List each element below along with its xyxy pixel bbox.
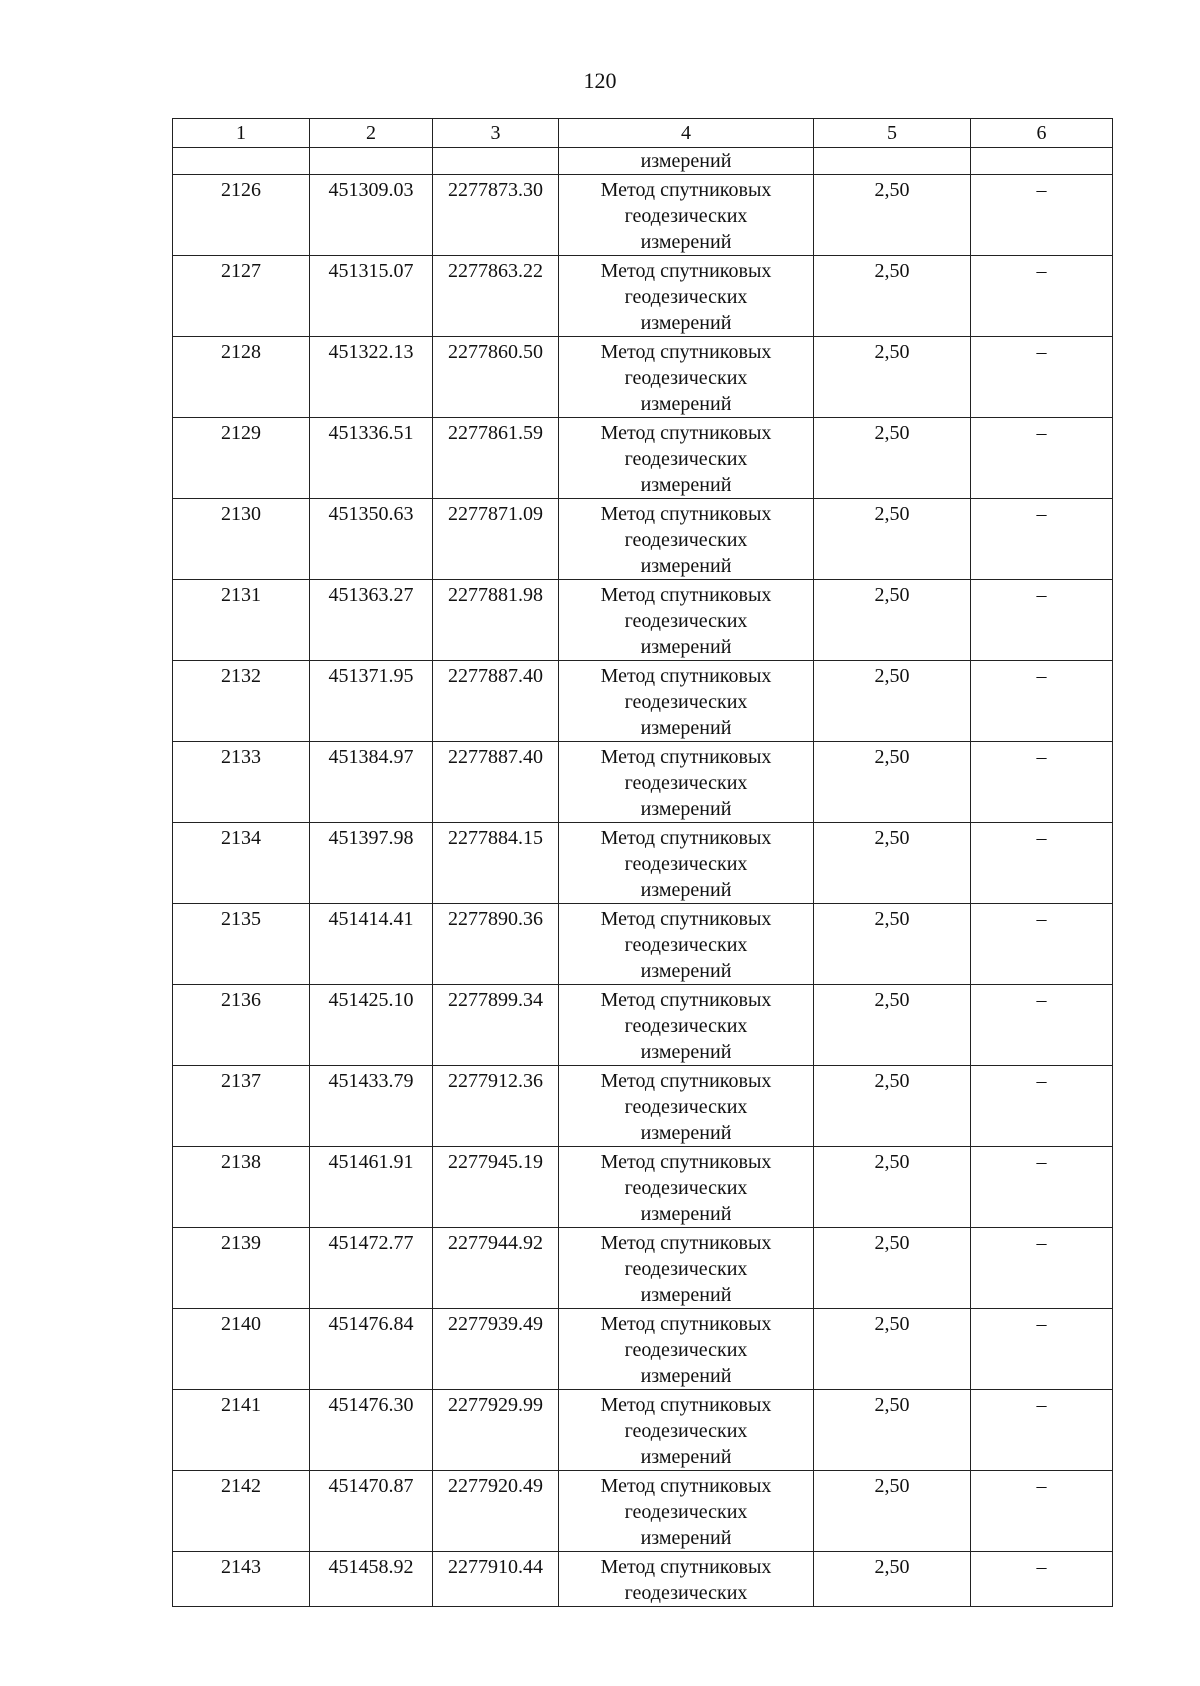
method-line: Метод спутниковых: [600, 1556, 772, 1578]
note-cell: –: [971, 580, 1113, 661]
method-cell: [559, 1066, 814, 1147]
method-line: геодезических: [624, 934, 748, 956]
method-cell: [559, 1228, 814, 1309]
x-coordinate-cell: 451476.30: [310, 1390, 433, 1471]
method-line: геодезических: [624, 367, 748, 389]
accuracy-cell: 2,50: [814, 904, 971, 985]
method-line: геодезических: [624, 1339, 748, 1361]
method-cell: [559, 742, 814, 823]
column-header: 6: [971, 119, 1113, 148]
method-line: измерений: [640, 393, 732, 415]
method-cell: [559, 985, 814, 1066]
y-coordinate-cell: 2277939.49: [433, 1309, 559, 1390]
point-number-cell: 2140: [173, 1309, 310, 1390]
method-cell: [559, 1552, 814, 1607]
method-line: измерений: [640, 231, 732, 253]
method-line: Метод спутниковых: [600, 584, 772, 606]
method-line: Метод спутниковых: [600, 341, 772, 363]
x-coordinate-cell: 451309.03: [310, 175, 433, 256]
table-row: [173, 1228, 1113, 1309]
column-header: 5: [814, 119, 971, 148]
accuracy-cell: 2,50: [814, 418, 971, 499]
method-line: Метод спутниковых: [600, 503, 772, 525]
method-line: геодезических: [624, 286, 748, 308]
empty-cell: [814, 148, 971, 175]
method-line: геодезических: [624, 853, 748, 875]
point-number-cell: 2134: [173, 823, 310, 904]
accuracy-cell: 2,50: [814, 1552, 971, 1607]
table-row: [173, 1390, 1113, 1471]
method-cell: [559, 1309, 814, 1390]
accuracy-cell: 2,50: [814, 580, 971, 661]
empty-cell: [971, 148, 1113, 175]
method-line: геодезических: [624, 1096, 748, 1118]
method-line: Метод спутниковых: [600, 827, 772, 849]
method-line: измерений: [640, 1284, 732, 1306]
x-coordinate-cell: 451476.84: [310, 1309, 433, 1390]
y-coordinate-cell: 2277945.19: [433, 1147, 559, 1228]
note-cell: –: [971, 1228, 1113, 1309]
note-cell: –: [971, 904, 1113, 985]
note-cell: –: [971, 823, 1113, 904]
method-line: Метод спутниковых: [600, 1232, 772, 1254]
method-line: Метод спутниковых: [600, 989, 772, 1011]
note-cell: –: [971, 337, 1113, 418]
note-cell: –: [971, 742, 1113, 823]
table-row: [173, 1066, 1113, 1147]
accuracy-cell: 2,50: [814, 1147, 971, 1228]
method-line: измерений: [640, 636, 732, 658]
note-cell: –: [971, 1390, 1113, 1471]
note-cell: –: [971, 1471, 1113, 1552]
y-coordinate-cell: 2277944.92: [433, 1228, 559, 1309]
method-line: геодезических: [624, 1420, 748, 1442]
method-cell: [559, 580, 814, 661]
accuracy-cell: 2,50: [814, 1066, 971, 1147]
column-header: 2: [310, 119, 433, 148]
method-line: Метод спутниковых: [600, 1070, 772, 1092]
x-coordinate-cell: 451315.07: [310, 256, 433, 337]
accuracy-cell: 2,50: [814, 256, 971, 337]
table-row: [173, 499, 1113, 580]
x-coordinate-cell: 451397.98: [310, 823, 433, 904]
accuracy-cell: 2,50: [814, 661, 971, 742]
accuracy-cell: 2,50: [814, 1390, 971, 1471]
method-line: измерений: [640, 474, 732, 496]
point-number-cell: 2129: [173, 418, 310, 499]
method-line: измерений: [640, 1527, 732, 1549]
empty-cell: [173, 148, 310, 175]
method-line: геодезических: [624, 205, 748, 227]
accuracy-cell: 2,50: [814, 1471, 971, 1552]
note-cell: –: [971, 661, 1113, 742]
point-number-cell: 2132: [173, 661, 310, 742]
method-line: измерений: [640, 312, 732, 334]
y-coordinate-cell: 2277887.40: [433, 661, 559, 742]
note-cell: –: [971, 418, 1113, 499]
point-number-cell: 2136: [173, 985, 310, 1066]
point-number-cell: 2135: [173, 904, 310, 985]
table-row: [173, 175, 1113, 256]
x-coordinate-cell: 451414.41: [310, 904, 433, 985]
x-coordinate-cell: 451472.77: [310, 1228, 433, 1309]
method-line: Метод спутниковых: [600, 260, 772, 282]
method-cell: [559, 256, 814, 337]
method-line: измерений: [640, 1122, 732, 1144]
method-line: измерений: [640, 1365, 732, 1387]
page-number: 120: [583, 68, 617, 93]
table-row: [173, 337, 1113, 418]
method-line: Метод спутниковых: [600, 179, 772, 201]
method-line: геодезических: [624, 1582, 748, 1604]
note-cell: –: [971, 1552, 1113, 1607]
table-row: [173, 742, 1113, 823]
table-row: [173, 418, 1113, 499]
x-coordinate-cell: 451371.95: [310, 661, 433, 742]
method-line: Метод спутниковых: [600, 1394, 772, 1416]
accuracy-cell: 2,50: [814, 1309, 971, 1390]
note-cell: –: [971, 1147, 1113, 1228]
note-cell: –: [971, 256, 1113, 337]
method-cell: [559, 418, 814, 499]
y-coordinate-cell: 2277860.50: [433, 337, 559, 418]
x-coordinate-cell: 451470.87: [310, 1471, 433, 1552]
x-coordinate-cell: 451363.27: [310, 580, 433, 661]
point-number-cell: 2133: [173, 742, 310, 823]
method-cell: измерений: [559, 148, 814, 175]
point-number-cell: 2138: [173, 1147, 310, 1228]
note-cell: –: [971, 1066, 1113, 1147]
table-row: [173, 256, 1113, 337]
point-number-cell: 2142: [173, 1471, 310, 1552]
y-coordinate-cell: 2277873.30: [433, 175, 559, 256]
accuracy-cell: 2,50: [814, 337, 971, 418]
column-header: 3: [433, 119, 559, 148]
accuracy-cell: 2,50: [814, 742, 971, 823]
method-line: геодезических: [624, 691, 748, 713]
accuracy-cell: 2,50: [814, 823, 971, 904]
method-line: измерений: [640, 798, 732, 820]
x-coordinate-cell: 451322.13: [310, 337, 433, 418]
x-coordinate-cell: 451384.97: [310, 742, 433, 823]
coordinates-table: [172, 118, 1113, 1607]
method-line: геодезических: [624, 1258, 748, 1280]
point-number-cell: 2128: [173, 337, 310, 418]
y-coordinate-cell: 2277861.59: [433, 418, 559, 499]
method-line: измерений: [640, 1041, 732, 1063]
point-number-cell: 2127: [173, 256, 310, 337]
method-line: измерений: [640, 960, 732, 982]
method-line: геодезических: [624, 529, 748, 551]
table-body: [173, 119, 1113, 1607]
method-line: измерений: [640, 555, 732, 577]
note-cell: –: [971, 1309, 1113, 1390]
x-coordinate-cell: 451458.92: [310, 1552, 433, 1607]
table-row: [173, 1552, 1113, 1607]
method-cell: [559, 337, 814, 418]
column-header: 1: [173, 119, 310, 148]
method-line: измерений: [640, 717, 732, 739]
y-coordinate-cell: 2277920.49: [433, 1471, 559, 1552]
accuracy-cell: 2,50: [814, 985, 971, 1066]
method-line: Метод спутниковых: [600, 746, 772, 768]
x-coordinate-cell: 451336.51: [310, 418, 433, 499]
method-line: Метод спутниковых: [600, 1475, 772, 1497]
method-line: геодезических: [624, 610, 748, 632]
method-line: геодезических: [624, 1501, 748, 1523]
table-row: [173, 985, 1113, 1066]
point-number-cell: 2131: [173, 580, 310, 661]
method-line: геодезических: [624, 772, 748, 794]
table-row: [173, 823, 1113, 904]
method-cell: [559, 1147, 814, 1228]
continuation-row: [173, 148, 1113, 175]
method-line: Метод спутниковых: [600, 422, 772, 444]
method-line: геодезических: [624, 1177, 748, 1199]
note-cell: –: [971, 499, 1113, 580]
method-line: измерений: [640, 879, 732, 901]
y-coordinate-cell: 2277871.09: [433, 499, 559, 580]
method-line: Метод спутниковых: [600, 665, 772, 687]
method-cell: [559, 1390, 814, 1471]
point-number-cell: 2143: [173, 1552, 310, 1607]
empty-cell: [433, 148, 559, 175]
method-line: Метод спутниковых: [600, 908, 772, 930]
accuracy-cell: 2,50: [814, 1228, 971, 1309]
table-row: [173, 1309, 1113, 1390]
accuracy-cell: 2,50: [814, 175, 971, 256]
method-line: геодезических: [624, 448, 748, 470]
y-coordinate-cell: 2277929.99: [433, 1390, 559, 1471]
method-line: Метод спутниковых: [600, 1151, 772, 1173]
y-coordinate-cell: 2277881.98: [433, 580, 559, 661]
method-cell: [559, 499, 814, 580]
x-coordinate-cell: 451425.10: [310, 985, 433, 1066]
table-header-row: [173, 119, 1113, 148]
method-cell: [559, 1471, 814, 1552]
y-coordinate-cell: 2277884.15: [433, 823, 559, 904]
y-coordinate-cell: 2277863.22: [433, 256, 559, 337]
method-cell: [559, 904, 814, 985]
empty-cell: [310, 148, 433, 175]
y-coordinate-cell: 2277890.36: [433, 904, 559, 985]
column-header: 4: [559, 119, 814, 148]
point-number-cell: 2126: [173, 175, 310, 256]
method-line: измерений: [640, 1203, 732, 1225]
note-cell: –: [971, 985, 1113, 1066]
method-cell: [559, 175, 814, 256]
point-number-cell: 2139: [173, 1228, 310, 1309]
accuracy-cell: 2,50: [814, 499, 971, 580]
point-number-cell: 2130: [173, 499, 310, 580]
note-cell: –: [971, 175, 1113, 256]
method-cell: [559, 823, 814, 904]
table-row: [173, 661, 1113, 742]
x-coordinate-cell: 451433.79: [310, 1066, 433, 1147]
table-row: [173, 1147, 1113, 1228]
y-coordinate-cell: 2277912.36: [433, 1066, 559, 1147]
point-number-cell: 2141: [173, 1390, 310, 1471]
table-row: [173, 580, 1113, 661]
y-coordinate-cell: 2277887.40: [433, 742, 559, 823]
method-line: геодезических: [624, 1015, 748, 1037]
y-coordinate-cell: 2277899.34: [433, 985, 559, 1066]
point-number-cell: 2137: [173, 1066, 310, 1147]
method-line: Метод спутниковых: [600, 1313, 772, 1335]
table-row: [173, 904, 1113, 985]
method-line: измерений: [640, 1446, 732, 1468]
y-coordinate-cell: 2277910.44: [433, 1552, 559, 1607]
method-cell: [559, 661, 814, 742]
table-row: [173, 1471, 1113, 1552]
x-coordinate-cell: 451461.91: [310, 1147, 433, 1228]
x-coordinate-cell: 451350.63: [310, 499, 433, 580]
